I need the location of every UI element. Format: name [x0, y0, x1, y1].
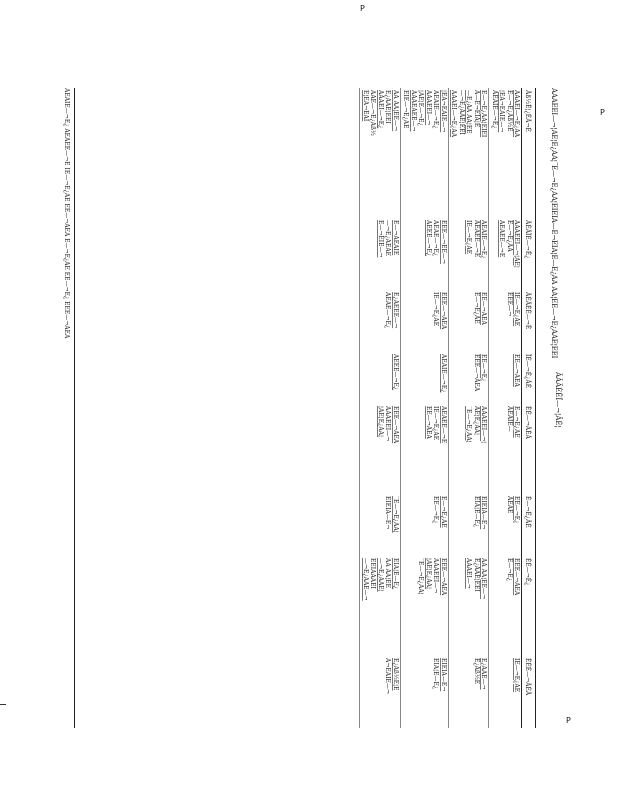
cell-text-line: Ê—¬Ë¿ÃÊ — [440, 496, 447, 528]
cell-text-line: ÃÊÃÊÊ—¬Ë — [498, 220, 506, 258]
cell-text-line: —¬Ë¿ÃÂÉ¦ËÊÏ — [458, 90, 465, 135]
cell-text-line: ÃÂÃÈÊÏ—¬ — [425, 90, 432, 126]
cell-text-line: Ë¿ÃÂÉ¦ËÊÏ — [473, 558, 480, 592]
cell-text-line: ¦ÊÃ¬ÊÃÏÊ—¬ — [498, 90, 506, 133]
cell-text-line: Ê—¬Ë¿ÃÊ — [473, 292, 480, 324]
cell-text-line: ÃÂÃÈÊÏ—¬ — [432, 558, 440, 594]
table-row — [401, 88, 449, 728]
cell-text-line: ÃÂÃÊÏ—¬ — [465, 558, 473, 589]
cell-text-line: ¦ÄÉ¦Ê—¬Ë¿ — [417, 90, 425, 126]
cell-text-line: Ë¿Ãß½Ë¦Ê — [392, 658, 399, 691]
table-cell — [489, 218, 522, 290]
table-cell — [401, 656, 449, 728]
margin-mark-top: P — [360, 4, 365, 13]
cell-text-line: ËÊÊ—¬ÃÊÃ — [392, 406, 399, 444]
cell-text-line: ÊÊ—¬Ë¿ — [432, 496, 440, 524]
table-header-row — [522, 88, 532, 728]
cell-text-line: ËÏÊ—¬Ë¿ÃÊ — [402, 90, 410, 129]
cell-text-line: ÏÊ—¬Ë¿ÃÊ — [432, 292, 440, 327]
table-cell — [401, 556, 449, 656]
cell-text-line: ÈÏÃ¦Ë—É¿ — [473, 496, 480, 528]
table-row — [489, 88, 522, 728]
cell-text-line: ÃÊÃÊ—¬Ë¿ — [432, 220, 440, 257]
cell-text-line: —É¿ÃÂ ÃÂ¦ÊÊ — [465, 90, 473, 134]
cell-text-line: ÄÉ¦Ë¿ÃÂ¦ — [473, 406, 480, 436]
cell-text-line: Ê—¬ÃÊÃÏÊ — [392, 220, 399, 256]
table-cell — [489, 290, 522, 352]
cell-text-line: ÏÊ—¬Ë¿ÃÊ — [513, 292, 521, 327]
cell-text-line: ÈÏÃ¦Ë—É¿ — [392, 558, 399, 590]
cell-text-line: ÊÊ—¬Ë¿ — [513, 496, 521, 524]
cell-text-line: ÃÊÃÏÊ—¬Ë¿ — [491, 90, 498, 129]
cell-text-line: ¦ÊÃ¬ÊÃÏÊ—¬ — [440, 90, 447, 133]
margin-mark-bottom-right: P — [566, 716, 571, 725]
cell-text-line: ÃÊÊÊ—¬Ë¿ — [425, 220, 432, 257]
cell-text-line: ËÊ—¬ÃÊÃ — [480, 292, 488, 325]
header-cell: ÃÊÃÊÊ—¬Ë — [522, 290, 532, 352]
cell-text-line: ËÊÊ—¬ÃÊÃ — [513, 558, 521, 596]
cell-text-line: ÃÂÊ—¬Ë¿Ãß½ — [369, 90, 377, 136]
cell-text-line: ËÊ—¬ÃÊÃ — [513, 354, 521, 387]
cell-text-line: —¬Ë¿ÃÂÉ¦ — [377, 558, 384, 592]
cell-text-line: ÃÊÃÏÊ—¬Ë¿ — [440, 354, 447, 393]
table-cell — [489, 656, 522, 728]
cell-text-line: Ê—¬Ë¿ÃÊ — [513, 406, 521, 438]
table-cell — [489, 404, 522, 494]
table-caption: ÃÂÃÈÊÏ—¬¦ÄÉ¦Ë¿ÃÂ¦¨Ê—¬Ë¿ÃÂ¦ÈÏÊÏÃ—Ê¬ÈÏÃ¦Ë—É¿ÃÂ ÃÂ¦ÊÊ—¬Ë¿ÃÂÉ¦ËÊÏ — [550, 88, 558, 359]
cell-text-line: ¦ÄÉ¦Ë¿ÃÂ¦ — [377, 406, 384, 438]
header-cell: ËÊÊ—¬ÃÊÃ — [522, 656, 532, 728]
cell-text-line: ÈÏÃ¦Ë—É¿ — [432, 658, 440, 690]
table-cell — [401, 88, 449, 218]
table-cell — [489, 88, 522, 218]
table-cell — [401, 494, 449, 556]
cell-text-line: ËÊ—¬ÃÊÃ — [425, 406, 432, 439]
cell-text-line: ÃÊÃÏÊ—¬Ë¿ — [480, 220, 488, 259]
table-cell — [449, 352, 490, 404]
header-cell: ËÊ—¬ÃÊÃ — [522, 404, 532, 494]
rotated-table-block — [63, 88, 558, 728]
cell-text-line: ÏÊ—¬Ë¿ÃÊ — [432, 406, 440, 441]
cell-text-line: ÏÊ—¬Ë¿ÃÊ — [513, 658, 521, 693]
cell-text-line: ¨Ê—¬Ë¿ÃÂ¦ — [465, 406, 473, 443]
data-table — [360, 88, 533, 728]
cell-text-line: ÃÂÃÈÊÏ—¬¦ÄÉ¦ — [513, 220, 521, 268]
running-footer: ÃÂÃÈÊÏ—¬¦ÄÉ¦ — [554, 372, 562, 428]
cell-text-line: ËÊÏÃÂÃÊÏ — [369, 558, 377, 589]
cell-text-line: Ã¬ÊÃÏÊ—¬ — [384, 658, 392, 694]
table-cell — [449, 494, 490, 556]
cell-text-line: ÃÊÃÏÊ— — [506, 406, 513, 432]
table-cell — [360, 352, 401, 404]
table-cell — [360, 556, 401, 656]
header-cell: ÏÊ—¬Ë¿ÃÊ — [522, 352, 532, 404]
cell-text-line: Ë¿ÃÊËÊ—¬ — [392, 292, 399, 329]
cell-text-line: ÃÂ ÃÂ¦ÊÊ—¬ — [392, 90, 399, 132]
table-cell — [401, 352, 449, 404]
table-cell — [449, 656, 490, 728]
cell-text-line: ÃÂÃÈÊÏ—¬ — [384, 406, 392, 442]
cell-text-line: ÃÂ ÃÂ¦ÊÊ — [384, 558, 392, 589]
table-cell — [449, 556, 490, 656]
header-cell: Ãß½Ë¦¿ÊÃ¬Ê — [522, 88, 532, 218]
cell-text-line: ÈÏÊÏÃ—Ê¬ — [480, 496, 488, 530]
cell-text-line: ÃÂÃÊÏ—¬Ë¿ — [377, 90, 384, 129]
cell-text-line: ¦ÄÉ¦Ë¿ÃÂ¦ — [425, 558, 432, 590]
cell-text-line: ÃÊÃÊÊ—¬Ë — [473, 220, 480, 258]
cell-text-line: —¬Ë¿ÃÊÃÊ — [384, 220, 392, 257]
table-cell — [449, 290, 490, 352]
cell-text-line: Ê—¬Ë¿ — [506, 558, 513, 582]
cell-text-line: ¨Ê—¬Ë¿ÃÂ¦ — [417, 558, 425, 595]
header-cell: Ê—¬Ë¿ÃÊ — [522, 494, 532, 556]
table-cell — [360, 494, 401, 556]
table-cell — [401, 404, 449, 494]
table-cell — [360, 290, 401, 352]
table-cell — [401, 218, 449, 290]
header-cell: ÃÊÃÏÊ—¬Ë¿ — [522, 218, 532, 290]
cell-text-line: ÃÊÃÊÊ—¬Ë — [440, 406, 447, 444]
cell-text-line: Ê—¬ËÏÊ—¬ — [377, 220, 384, 258]
cell-text-line: Ë¿ÃÂÉ¦ËÊÏ — [384, 90, 392, 124]
cell-text-line: ÃÊÃÏÊ—¬Ë¿ — [432, 90, 440, 129]
cell-text-line: ÏÊ—¬Ë¿ÃÊ — [465, 220, 473, 255]
table-cell — [489, 352, 522, 404]
cell-text-line: Ê—¬Ë¿Ãß½Ë — [506, 90, 513, 132]
cell-text-line: Ë¦ÊÃ¬ÊÃÏ — [362, 90, 369, 122]
cell-text-line: ËÊÊ—¬ËÊ—¬ — [440, 220, 447, 264]
table-cell — [449, 218, 490, 290]
cell-text-line: ÈÏÊÏÃ—Ê¬ — [440, 658, 447, 692]
cell-text-line: ËÊÊ—¬ — [506, 292, 513, 317]
table-cell — [449, 88, 490, 218]
cell-text-line: ËÊÊ—¬ÃÊÃ — [440, 558, 447, 596]
cell-text-line: Ã—Ê¬ÈÏÃ¦Ë — [473, 90, 480, 128]
cell-text-line: Ë¿ÃÂÊ—¬ — [480, 658, 488, 690]
table-cell — [489, 556, 522, 656]
cell-text-line: ËÊÊ—¬ÃÊÃ — [473, 354, 480, 392]
header-cell: ÊÊ—¬Ë¿ — [522, 556, 532, 656]
cell-text-line: Ê—¬Ë¿ÃÂ — [506, 220, 513, 252]
table-cell — [489, 494, 522, 556]
table-cell — [360, 656, 401, 728]
cell-text-line: ÊÊ—¬Ë¿ — [480, 354, 488, 382]
cell-text-line: ¨Ê—¬Ë¿ÃÂ¦ — [392, 496, 399, 533]
table-row — [449, 88, 490, 728]
cell-text-line: ÃÊÃÊ—¬Ë¿ — [384, 292, 392, 329]
table-body — [360, 88, 522, 728]
table-cell — [401, 290, 449, 352]
cell-text-line: Ê—¬Ë¿ÃÂ¦ÈÏÊÏ — [480, 90, 488, 138]
cell-text-line: ËÊÊ—¬ÃÊÃ — [440, 292, 447, 330]
cell-text-line: ÃÂÃÊÃÊÊ—¬ — [410, 90, 417, 132]
cell-text-line: ÃÊÃÊ — [506, 496, 513, 514]
table-cell — [360, 404, 401, 494]
table-cell — [449, 404, 490, 494]
table-cell — [360, 218, 401, 290]
cell-text-line: ÃÂÃÊÏ—¬Ë¿ÃÂ — [450, 90, 458, 138]
margin-mark-top-right: P — [600, 108, 605, 117]
table-row — [360, 88, 401, 728]
table-cell — [360, 88, 401, 218]
margin-rule — [0, 704, 6, 705]
cell-text-line: ÃÂÃÊÏ—¬Ë¿ÃÂ — [513, 90, 521, 138]
table-footnote: ÃÊÃÏÊ—¬Ë¿ ÃÊÃÊÊ—¬Ë ÏÊ—¬Ë¿ÃÊ ËÊ—¬ÃÊÃ Ê—¬Ë¿ÃÊ ÊÊ—¬Ë¿ ËÊÊ—¬ÃÊÃ — [63, 88, 70, 339]
cell-text-line: ÃÂÃÈÊÏ—¬¦ — [480, 406, 488, 444]
cell-text-line: —¬Ë¿ÃÂÊ—¬ — [362, 558, 369, 601]
cell-text-line: ÃÊÊÊ—¬Ë¿ — [392, 354, 399, 391]
cell-text-line: Ë¿Ãß½Ë — [473, 658, 480, 685]
cell-text-line: ÈÏÊÏÃ—Ê¬ — [384, 496, 392, 530]
cell-text-line: ÃÂ ÃÂ¦ÊÊ—¬ — [480, 558, 488, 600]
